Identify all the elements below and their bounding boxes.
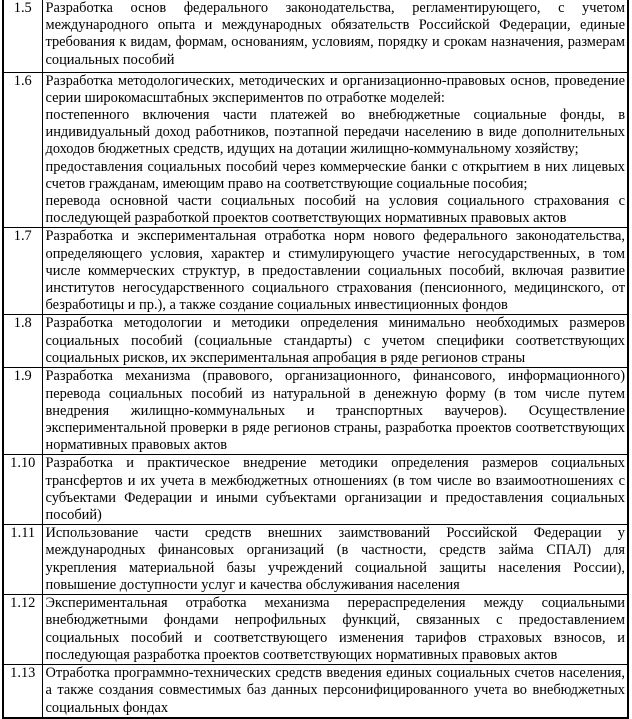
row-description (42, 525, 628, 595)
program-activities-table (2, 0, 629, 719)
table-row (3, 315, 628, 368)
table-row (3, 455, 628, 525)
row-number: 1.11 (3, 525, 42, 595)
description-paragraph: Разработка механизма (правового, организационного, финансового, информационного) перевода социальных пособий из натуральной в денежную форму (в том числе путем внедрения жилищно-коммунальных и транспортных ваучеров). Осуществление экспериментальной проверки в ряде регионов страны, разработка проектов соответствующих нормативных правовых актов (45, 368, 625, 454)
row-description (42, 455, 628, 525)
description-paragraph: перевода основной части социальных пособий на условия социального страхования с последующей разработкой проектов соответствующих нормативных правовых актов (45, 192, 625, 227)
description-paragraph: предоставления социальных пособий через коммерческие банки с открытием в них лицевых счетов гражданам, имеющим право на соответствующие социальные пособия; (45, 158, 625, 192)
row-description (42, 228, 628, 315)
table-row (3, 228, 628, 315)
row-description (42, 315, 628, 368)
table-row (3, 368, 628, 455)
table-row (3, 665, 628, 718)
row-description (42, 368, 628, 455)
description-paragraph: Использование части средств внешних заимствований Российской Федерации у международных финансовых организаций (в частности, средств займа СПАЛ) для укрепления материальной базы учреждений социальной защиты населения России), повышение доступности услуг и качества обслуживания населения (45, 525, 625, 593)
description-paragraph: Разработка методологических, методических и организационно-правовых основ, проведение серии широкомасштабных экспериментов по отработке моделей: (45, 72, 625, 106)
row-number: 1.9 (3, 368, 42, 455)
description-paragraph: Разработка методологии и методики определения минимально необходимых размеров социальных пособий (социальные стандарты) с учетом специфики соответствующих социальных рисков, их экспериментальная апробация в ряде регионов страны (45, 315, 625, 366)
row-number: 1.10 (3, 455, 42, 525)
row-description (42, 72, 628, 228)
description-paragraph: Разработка и практическое внедрение методики определения размеров социальных трансфертов и их учета в межбюджетных отношениях (в том числе во взаимоотношениях с субъектами Федерации и иными субъектами организации и предоставления социальных пособий) (45, 455, 625, 523)
row-number: 1.7 (3, 228, 42, 315)
description-paragraph: Отработка программно-технических средств введения единых социальных счетов населения, а также создания совместимых баз данных персонифицированного учета во внебюджетных социальных фондах (45, 665, 625, 716)
description-paragraph: постепенного включения части платежей во внебюджетные социальные фонды, в индивидуальный доход работников, поэтапной передачи населению в виде дополнительных доходов бюджетных средств, идущих на дотации жилищно-коммунальному хозяйству; (45, 106, 625, 158)
description-paragraph: Разработка и экспериментальная отработка норм нового федерального законодательства, определяющего условия, характер и стимулирующего участие негосударственных, в том числе коммерческих структур, в предоставлении социальных пособий, включая развитие институтов негосударственного социального страхования (пенсионного, медицинского, от безработицы и пр.), а также создание социальных инвестиционных фондов (45, 228, 625, 314)
row-number: 1.12 (3, 595, 42, 665)
description-paragraph: Разработка основ федерального законодательства, регламентирующего, с учетом международного опыта и международных обязательств Российской Федерации, единые требования к видам, формам, основаниям, условиям, порядку и срокам назначения, размерам социальных пособий (45, 0, 625, 68)
row-description (42, 665, 628, 718)
row-number: 1.8 (3, 315, 42, 368)
row-description (42, 595, 628, 665)
row-number: 1.5 (3, 0, 42, 72)
table-row (3, 0, 628, 72)
row-number: 1.6 (3, 72, 42, 228)
row-description (42, 0, 628, 72)
row-number: 1.13 (3, 665, 42, 718)
table-row (3, 525, 628, 595)
table-row (3, 72, 628, 228)
description-paragraph: Экспериментальная отработка механизма перераспределения между социальными внебюджетными фондами непрофильных функций, связанных с предоставлением социальных пособий и соответствующего изменения тарифов страховых взносов, и последующая разработка проектов соответствующих нормативных правовых актов (45, 595, 625, 663)
table-row (3, 595, 628, 665)
